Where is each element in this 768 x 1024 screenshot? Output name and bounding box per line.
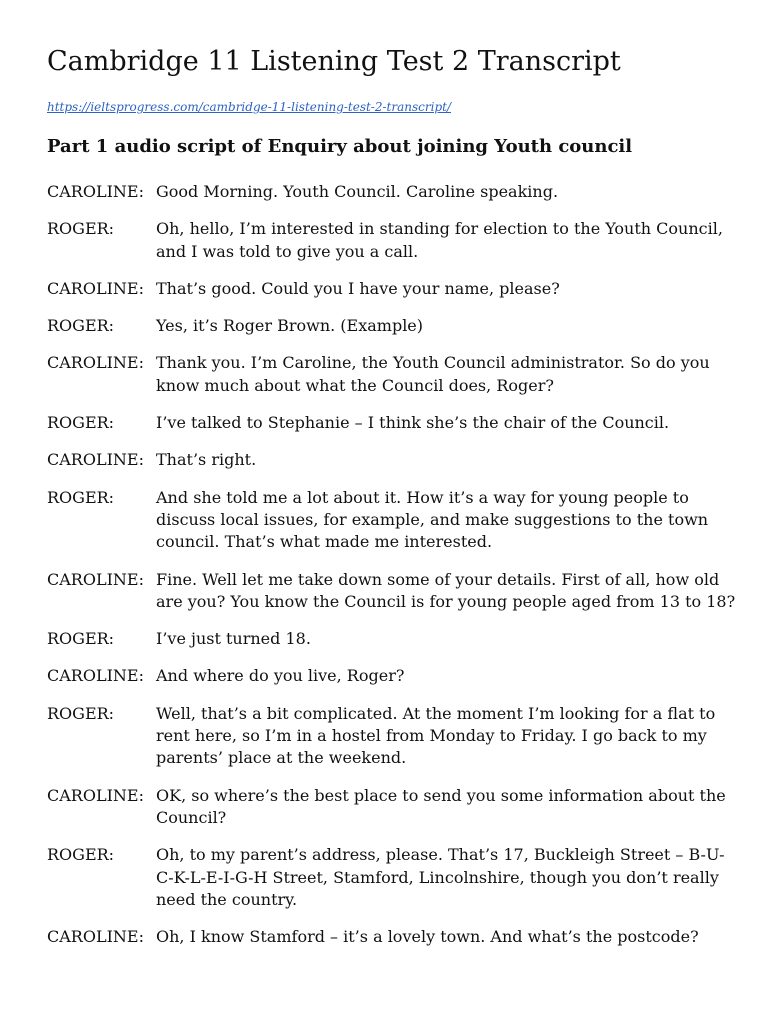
speaker-label: ROGER: xyxy=(47,629,115,649)
speech-text: That’s good. Could you I have your name, please? xyxy=(156,278,560,298)
speech-text: Oh, hello, I’m interested in standing for election to the Youth Council, and I was told to give you a call. xyxy=(156,219,723,261)
speaker-label: ROGER: xyxy=(47,316,115,336)
dialogue-line xyxy=(47,569,737,614)
speaker-label: ROGER: xyxy=(47,703,115,723)
part-heading: Part 1 audio script of Enquiry about joining Youth council xyxy=(47,136,633,157)
speaker-label: CAROLINE: xyxy=(47,569,144,589)
dialogue-line xyxy=(47,278,737,300)
dialogue-line xyxy=(47,449,737,471)
speech-text: That’s right. xyxy=(156,450,257,470)
speaker-label: CAROLINE: xyxy=(47,450,144,470)
speech-text: Good Morning. Youth Council. Caroline speaking. xyxy=(156,182,559,201)
source-link[interactable]: https://ieltsprogress.com/cambridge-11-listening-test-2-transcript/ xyxy=(47,100,451,114)
dialogue-line xyxy=(47,315,737,337)
speech-text: Oh, I know Stamford – it’s a lovely town. And what’s the postcode? xyxy=(156,927,699,947)
speaker-label: CAROLINE: xyxy=(47,927,144,947)
dialogue-line xyxy=(47,926,737,948)
document-title: Cambridge 11 Listening Test 2 Transcript xyxy=(47,46,621,77)
dialogue-line xyxy=(47,487,737,554)
speaker-label: ROGER: xyxy=(47,845,115,865)
speech-text: I’ve just turned 18. xyxy=(156,629,311,649)
dialogue-transcript xyxy=(47,181,737,963)
dialogue-line xyxy=(47,665,737,687)
speech-text: And where do you live, Roger? xyxy=(156,666,405,686)
speaker-label: ROGER: xyxy=(47,487,115,507)
speech-text: Oh, to my parent’s address, please. That’s 17, Buckleigh Street – B-U-C-K-L-E-I-G-H Street, Stamford, Lincolnshire, though you don’t really need the country. xyxy=(156,845,725,909)
speaker-label: CAROLINE: xyxy=(47,278,144,298)
dialogue-line xyxy=(47,352,737,397)
speaker-label: CAROLINE: xyxy=(47,353,144,373)
dialogue-line xyxy=(47,785,737,830)
speaker-label: CAROLINE: xyxy=(47,182,144,201)
speech-text: OK, so where’s the best place to send you some information about the Council? xyxy=(156,785,726,827)
speech-text: I’ve talked to Stephanie – I think she’s the chair of the Council. xyxy=(156,413,670,433)
speech-text: Thank you. I’m Caroline, the Youth Council administrator. So do you know much about what the Council does, Roger? xyxy=(156,353,710,395)
speaker-label: CAROLINE: xyxy=(47,666,144,686)
speaker-label: ROGER: xyxy=(47,219,115,239)
dialogue-line xyxy=(47,412,737,434)
dialogue-line xyxy=(47,181,737,203)
dialogue-line xyxy=(47,703,737,770)
dialogue-line xyxy=(47,628,737,650)
speech-text: Fine. Well let me take down some of your details. First of all, how old are you? You know the Council is for young people aged from 13 to 18? xyxy=(156,569,736,611)
dialogue-line xyxy=(47,844,737,911)
speech-text: Yes, it’s Roger Brown. (Example) xyxy=(156,316,424,336)
speech-text: And she told me a lot about it. How it’s a way for young people to discuss local issues, for example, and make suggestions to the town council. That’s what made me interested. xyxy=(156,487,709,552)
speaker-label: ROGER: xyxy=(47,413,115,433)
dialogue-line xyxy=(47,218,737,263)
speech-text: Well, that’s a bit complicated. At the moment I’m looking for a flat to rent here, so I’m in a hostel from Monday to Friday. I go back to my parents’ place at the weekend. xyxy=(156,703,716,768)
speaker-label: CAROLINE: xyxy=(47,785,144,805)
